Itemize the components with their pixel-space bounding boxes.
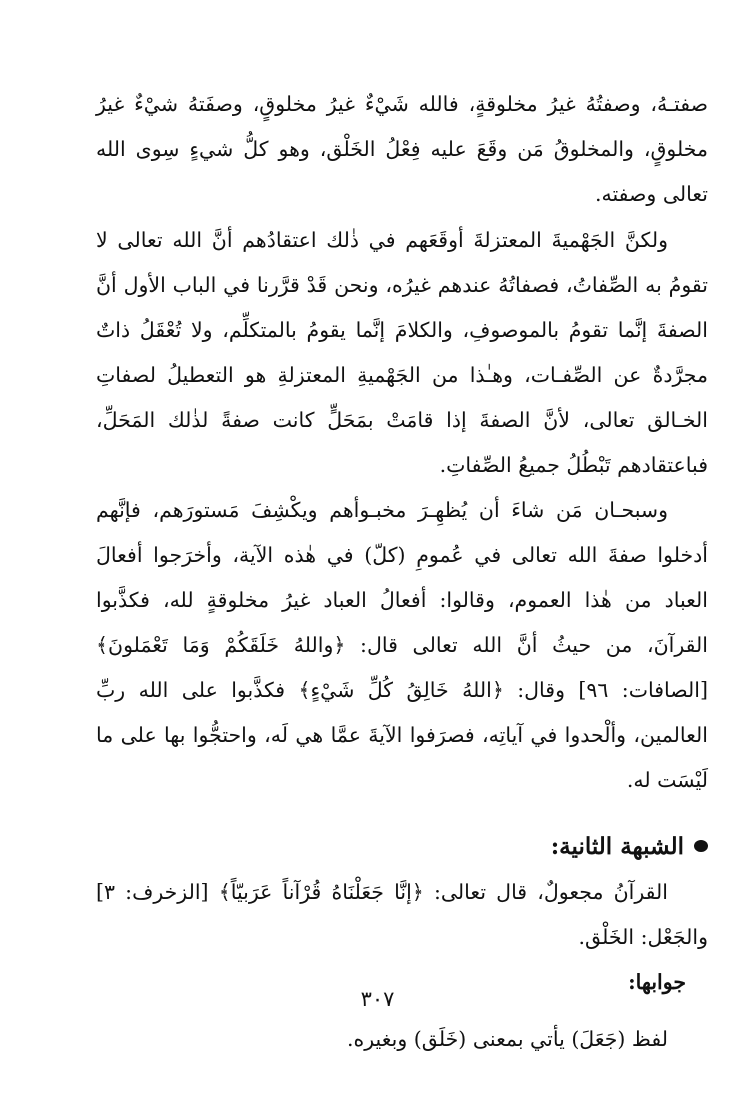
bullet-icon [694,840,708,852]
paragraph-5: لفظ (جَعَلَ) يأتي بمعنى (خَلَق) وبغيره. [346,1027,668,1051]
answer-label: جوابها: [628,970,686,994]
paragraph-1: صفتـهُ، وصفتُهُ غيرُ مخلوقةٍ، فالله شَيْءٌ غيرُ مخلوقٍ، وصفَتهُ شيْءٌ غيرُ مخلوقٍ، والمخلوقُ مَن وقَعَ عليه فِعْلُ الخَلْق، وهو كلُّ شيءٍ سِوى الله تعالى وصفته. [96,92,708,206]
paragraph-2: ولكنَّ الجَهْميةَ المعتزلةَ أوقَعَهم في ذٰلك اعتقادُهم أنَّ الله تعالى لا تقومُ به الصِّفاتُ، فصفاتُهُ عندهم غيرُه، ونحن قَدْ قرَّرنا في الباب الأول أنَّ الصفةَ إنَّما تقومُ بالموصوفِ، والكلامَ إنَّما يقومُ بالمتكلِّم، ولا تُعْقَلُ ذاتٌ مجرَّدةٌ عن الصِّفـات، وهـٰذا من الجَهْميةِ المعتزلةِ هو التعطيلُ لصفاتِ الخـالق تعالى، لأنَّ الصفةَ إذا قامَتْ بمَحَلٍّ كانت صفةً لذٰلك المَحَلِّ، فباعتقادهم تَبْطُلُ جميعُ الصِّفاتِ. [96,228,708,477]
paragraph-3: وسبحـان مَن شاءَ أن يُظهِـرَ مخبـوأهم ويكْشِفَ مَستورَهم، فإنَّهم أدخلوا صفةَ الله تعالى في عُمومِ (كلّ) في هٰذه الآية، وأخرَجوا أفعالَ العباد من هٰذا العموم، وقالوا: أفعالُ العباد غيرُ مخلوقةٍ لله، فكذَّبوا القرآنَ، من حيثُ أنَّ الله تعالى قال: ﴿واللهُ خَلَقَكُمْ وَمَا تَعْمَلونَ﴾ [الصافات: ٩٦] وقال: ﴿اللهُ خَالِقُ كُلِّ شَيْءٍ﴾ فكذَّبوا على الله ربِّ العالمين، وألْحدوا في آياتِه، فصرَفوا الآيةَ عمَّا هي لَه، واحتجُّوا بها على ما لَيْسَت له. [96,498,708,792]
paragraph-4: القرآنُ مجعولٌ، قال تعالى: ﴿إنَّا جَعَلْنَاهُ قُرْآناً عَرَبيّاً﴾ [الزخرف: ٣] والجَعْل: الخَلْق. [96,880,708,949]
section-heading-text: الشبهة الثانية: [550,832,684,860]
document-page [96,82,708,1082]
page-number: ٣٠٧ [360,987,395,1011]
section-heading [96,826,708,866]
